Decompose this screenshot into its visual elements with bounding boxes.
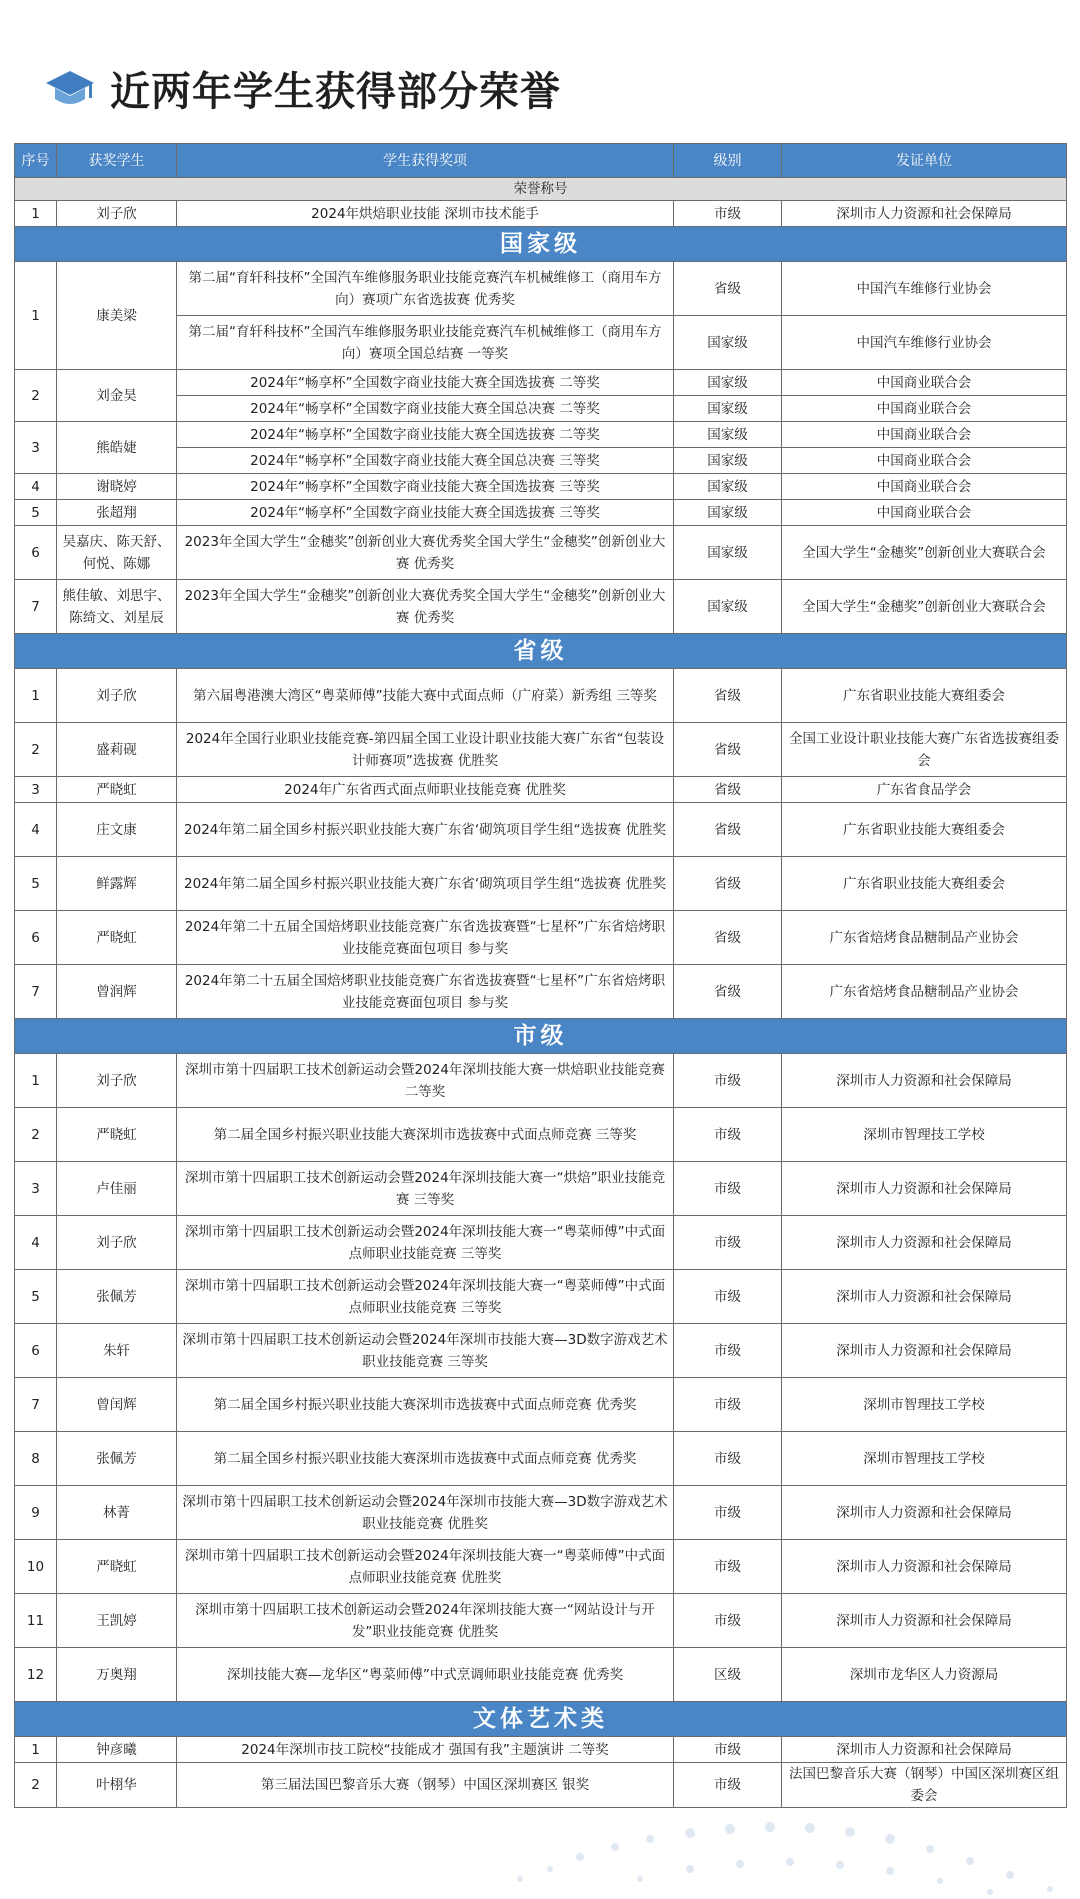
- cell-student: 谢晓婷: [57, 474, 177, 500]
- cell-issuer: 中国商业联合会: [782, 370, 1067, 396]
- cell-student: 叶栩华: [57, 1763, 177, 1808]
- cell-index: 4: [15, 474, 57, 500]
- cell-index: 6: [15, 1324, 57, 1378]
- cell-level: 市级: [674, 1540, 782, 1594]
- cell-index: 6: [15, 526, 57, 580]
- cell-student: 张佩芳: [57, 1432, 177, 1486]
- table-row: [15, 1648, 1067, 1702]
- cell-index: 1: [15, 1054, 57, 1108]
- cell-issuer: 法国巴黎音乐大赛（钢琴）中国区深圳赛区组委会: [782, 1763, 1067, 1808]
- cell-issuer: 深圳市智理技工学校: [782, 1432, 1067, 1486]
- section-national: [15, 227, 1067, 262]
- cell-index: 7: [15, 580, 57, 634]
- cell-index: 5: [15, 857, 57, 911]
- cell-student: 严晓虹: [57, 777, 177, 803]
- table-row: [15, 1594, 1067, 1648]
- cell-level: 国家级: [674, 448, 782, 474]
- cell-index: 10: [15, 1540, 57, 1594]
- cell-student: 刘子欣: [57, 669, 177, 723]
- cell-award: 2024年第二十五届全国焙烤职业技能竞赛广东省选拔赛暨“七星杯”广东省焙烤职业技能竞赛面包项目 参与奖: [177, 911, 674, 965]
- cell-issuer: 深圳市人力资源和社会保障局: [782, 1594, 1067, 1648]
- table-row: [15, 911, 1067, 965]
- cell-issuer: 深圳市人力资源和社会保障局: [782, 1270, 1067, 1324]
- cell-issuer: 深圳市龙华区人力资源局: [782, 1648, 1067, 1702]
- cell-level: 市级: [674, 1054, 782, 1108]
- cell-issuer: 中国商业联合会: [782, 422, 1067, 448]
- cell-index: 11: [15, 1594, 57, 1648]
- cell-level: 市级: [674, 1270, 782, 1324]
- cell-student: 曾闰辉: [57, 1378, 177, 1432]
- cell-award: 深圳技能大赛—龙华区“粤菜师傅”中式烹调师职业技能竞赛 优秀奖: [177, 1648, 674, 1702]
- cell-award: 2024年“畅享杯”全国数字商业技能大赛全国总决赛 三等奖: [177, 448, 674, 474]
- header-level: 级别: [674, 144, 782, 178]
- cell-level: 市级: [674, 1486, 782, 1540]
- cell-level: 区级: [674, 1648, 782, 1702]
- table-row: [15, 1540, 1067, 1594]
- cell-award: 深圳市第十四届职工技术创新运动会暨2024年深圳技能大赛一烘焙职业技能竞赛 二等奖: [177, 1054, 674, 1108]
- cell-issuer: 深圳市人力资源和社会保障局: [782, 1216, 1067, 1270]
- cell-student: 王凯婷: [57, 1594, 177, 1648]
- cell-level: 省级: [674, 723, 782, 777]
- cell-student: 朱轩: [57, 1324, 177, 1378]
- cell-level: 省级: [674, 262, 782, 316]
- graduation-cap-icon: [44, 67, 96, 111]
- cell-issuer: 深圳市人力资源和社会保障局: [782, 1162, 1067, 1216]
- header-index: 序号: [15, 144, 57, 178]
- cell-award: 2024年广东省西式面点师职业技能竞赛 优胜奖: [177, 777, 674, 803]
- table-row: [15, 1378, 1067, 1432]
- table-row: [15, 965, 1067, 1019]
- cell-issuer: 深圳市智理技工学校: [782, 1378, 1067, 1432]
- cell-level: 市级: [674, 1162, 782, 1216]
- cell-student: 盛莉砚: [57, 723, 177, 777]
- section-label: 省级: [15, 634, 1067, 669]
- cell-award: 2024年深圳市技工院校“技能成才 强国有我”主题演讲 二等奖: [177, 1737, 674, 1763]
- table-header: [15, 144, 1067, 178]
- awards-table: [14, 143, 1067, 1808]
- cell-level: 国家级: [674, 580, 782, 634]
- table-row: [15, 723, 1067, 777]
- cell-index: 1: [15, 262, 57, 370]
- cell-award: 2023年全国大学生“金穗奖”创新创业大赛优秀奖全国大学生“金穗奖”创新创业大赛 优秀奖: [177, 580, 674, 634]
- honor-title-subheader: [15, 178, 1067, 201]
- table-row: [15, 1432, 1067, 1486]
- cell-award: 深圳市第十四届职工技术创新运动会暨2024年深圳市技能大赛—3D数字游戏艺术职业技能竞赛 优胜奖: [177, 1486, 674, 1540]
- cell-level: 市级: [674, 1763, 782, 1808]
- cell-award: 深圳市第十四届职工技术创新运动会暨2024年深圳技能大赛一“粤菜师傅”中式面点师职业技能竞赛 优胜奖: [177, 1540, 674, 1594]
- cell-issuer: 深圳市人力资源和社会保障局: [782, 201, 1067, 227]
- table-row: [15, 1763, 1067, 1808]
- cell-issuer: 中国汽车维修行业协会: [782, 316, 1067, 370]
- table-row: [15, 500, 1067, 526]
- cell-issuer: 中国商业联合会: [782, 448, 1067, 474]
- cell-issuer: 广东省职业技能大赛组委会: [782, 803, 1067, 857]
- cell-award: 2024年“畅享杯”全国数字商业技能大赛全国选拔赛 二等奖: [177, 422, 674, 448]
- cell-level: 省级: [674, 911, 782, 965]
- section-label: 国家级: [15, 227, 1067, 262]
- cell-award: 2024年“畅享杯”全国数字商业技能大赛全国选拔赛 三等奖: [177, 474, 674, 500]
- title-bar: [44, 60, 561, 117]
- cell-level: 市级: [674, 1216, 782, 1270]
- cell-issuer: 中国商业联合会: [782, 396, 1067, 422]
- cell-issuer: 深圳市人力资源和社会保障局: [782, 1054, 1067, 1108]
- cell-issuer: 深圳市人力资源和社会保障局: [782, 1540, 1067, 1594]
- cell-index: 2: [15, 1108, 57, 1162]
- table-row: [15, 803, 1067, 857]
- cell-level: 国家级: [674, 396, 782, 422]
- cell-student: 鲜露辉: [57, 857, 177, 911]
- cell-level: 国家级: [674, 474, 782, 500]
- cell-level: 市级: [674, 1324, 782, 1378]
- table-row: [15, 262, 1067, 316]
- table-row: [15, 777, 1067, 803]
- cell-award: 2024年“畅享杯”全国数字商业技能大赛全国总决赛 二等奖: [177, 396, 674, 422]
- cell-student: 刘子欣: [57, 1216, 177, 1270]
- cell-student: 刘金昊: [57, 370, 177, 422]
- cell-issuer: 深圳市人力资源和社会保障局: [782, 1486, 1067, 1540]
- cell-student: 庄文康: [57, 803, 177, 857]
- cell-student: 刘子欣: [57, 201, 177, 227]
- cell-issuer: 全国大学生“金穗奖”创新创业大赛联合会: [782, 580, 1067, 634]
- cell-student: 林菁: [57, 1486, 177, 1540]
- honor-title-label: 荣誉称号: [15, 178, 1067, 201]
- cell-award: 2024年“畅享杯”全国数字商业技能大赛全国选拔赛 三等奖: [177, 500, 674, 526]
- cell-index: 3: [15, 777, 57, 803]
- table-row: [15, 857, 1067, 911]
- cell-level: 国家级: [674, 422, 782, 448]
- section-provincial: [15, 634, 1067, 669]
- cell-issuer: 广东省职业技能大赛组委会: [782, 669, 1067, 723]
- cell-level: 国家级: [674, 370, 782, 396]
- table-row: [15, 1054, 1067, 1108]
- table-row: [15, 201, 1067, 227]
- cell-student: 钟彦曦: [57, 1737, 177, 1763]
- cell-issuer: 全国工业设计职业技能大赛广东省选拔赛组委会: [782, 723, 1067, 777]
- cell-index: 1: [15, 669, 57, 723]
- cell-issuer: 中国商业联合会: [782, 474, 1067, 500]
- cell-award: 深圳市第十四届职工技术创新运动会暨2024年深圳技能大赛一“粤菜师傅”中式面点师职业技能竞赛 三等奖: [177, 1216, 674, 1270]
- section-label: 文体艺术类: [15, 1702, 1067, 1737]
- table-row: [15, 526, 1067, 580]
- cell-student: 熊佳敏、刘思宇、陈绮文、刘星辰: [57, 580, 177, 634]
- cell-level: 市级: [674, 1432, 782, 1486]
- cell-issuer: 中国汽车维修行业协会: [782, 262, 1067, 316]
- cell-level: 省级: [674, 669, 782, 723]
- cell-index: 9: [15, 1486, 57, 1540]
- cell-level: 国家级: [674, 526, 782, 580]
- cell-index: 2: [15, 1763, 57, 1808]
- cell-award: 2024年全国行业职业技能竞赛-第四届全国工业设计职业技能大赛广东省“包装设计师赛项”选拔赛 优胜奖: [177, 723, 674, 777]
- cell-index: 5: [15, 1270, 57, 1324]
- cell-award: 第六届粤港澳大湾区“粤菜师傅”技能大赛中式面点师（广府菜）新秀组 三等奖: [177, 669, 674, 723]
- cell-index: 8: [15, 1432, 57, 1486]
- cell-award: 第二届全国乡村振兴职业技能大赛深圳市选拔赛中式面点师竞赛 优秀奖: [177, 1432, 674, 1486]
- cell-award: 第二届全国乡村振兴职业技能大赛深圳市选拔赛中式面点师竞赛 三等奖: [177, 1108, 674, 1162]
- cell-index: 4: [15, 1216, 57, 1270]
- table-row: [15, 1216, 1067, 1270]
- cell-index: 2: [15, 370, 57, 422]
- section-label: 市级: [15, 1019, 1067, 1054]
- cell-index: 3: [15, 1162, 57, 1216]
- cell-student: 刘子欣: [57, 1054, 177, 1108]
- cell-award: 深圳市第十四届职工技术创新运动会暨2024年深圳技能大赛一“粤菜师傅”中式面点师职业技能竞赛 三等奖: [177, 1270, 674, 1324]
- cell-index: 7: [15, 965, 57, 1019]
- cell-issuer: 深圳市人力资源和社会保障局: [782, 1324, 1067, 1378]
- cell-index: 4: [15, 803, 57, 857]
- table-row: [15, 1486, 1067, 1540]
- cell-level: 市级: [674, 1378, 782, 1432]
- cell-index: 1: [15, 1737, 57, 1763]
- cell-student: 严晓虹: [57, 1108, 177, 1162]
- table-row: [15, 422, 1067, 448]
- cell-index: 6: [15, 911, 57, 965]
- cell-level: 省级: [674, 857, 782, 911]
- cell-issuer: 广东省职业技能大赛组委会: [782, 857, 1067, 911]
- cell-issuer: 广东省焙烤食品糖制品产业协会: [782, 965, 1067, 1019]
- cell-student: 张超翔: [57, 500, 177, 526]
- cell-level: 市级: [674, 1108, 782, 1162]
- cell-issuer: 深圳市人力资源和社会保障局: [782, 1737, 1067, 1763]
- table-row: [15, 1324, 1067, 1378]
- header-award: 学生获得奖项: [177, 144, 674, 178]
- cell-award: 2024年烘焙职业技能 深圳市技术能手: [177, 201, 674, 227]
- section-arts: [15, 1702, 1067, 1737]
- cell-student: 严晓虹: [57, 1540, 177, 1594]
- cell-award: 2024年第二届全国乡村振兴职业技能大赛广东省‘砌筑项目学生组“选拔赛 优胜奖: [177, 857, 674, 911]
- table-row: [15, 370, 1067, 396]
- cell-student: 张佩芳: [57, 1270, 177, 1324]
- cell-issuer: 全国大学生“金穗奖”创新创业大赛联合会: [782, 526, 1067, 580]
- cell-award: 第三届法国巴黎音乐大赛（钢琴）中国区深圳赛区 银奖: [177, 1763, 674, 1808]
- cell-student: 卢佳丽: [57, 1162, 177, 1216]
- cell-index: 3: [15, 422, 57, 474]
- cell-award: 第二届“育轩科技杯”全国汽车维修服务职业技能竞赛汽车机械维修工（商用车方向）赛项广东省选拔赛 优秀奖: [177, 262, 674, 316]
- table-row: [15, 580, 1067, 634]
- page-title: 近两年学生获得部分荣誉: [110, 69, 561, 115]
- table-row: [15, 474, 1067, 500]
- cell-award: 第二届“育轩科技杯”全国汽车维修服务职业技能竞赛汽车机械维修工（商用车方向）赛项全国总结赛 一等奖: [177, 316, 674, 370]
- cell-award: 2024年“畅享杯”全国数字商业技能大赛全国选拔赛 二等奖: [177, 370, 674, 396]
- cell-index: 5: [15, 500, 57, 526]
- section-municipal: [15, 1019, 1067, 1054]
- cell-index: 1: [15, 201, 57, 227]
- cell-award: 2024年第二十五届全国焙烤职业技能竞赛广东省选拔赛暨“七星杯”广东省焙烤职业技能竞赛面包项目 参与奖: [177, 965, 674, 1019]
- table-row: [15, 1737, 1067, 1763]
- header-student: 获奖学生: [57, 144, 177, 178]
- cell-student: 曾润辉: [57, 965, 177, 1019]
- cell-issuer: 广东省焙烤食品糖制品产业协会: [782, 911, 1067, 965]
- cell-index: 2: [15, 723, 57, 777]
- cell-award: 深圳市第十四届职工技术创新运动会暨2024年深圳技能大赛一“烘焙”职业技能竞赛 三等奖: [177, 1162, 674, 1216]
- table-row: [15, 1162, 1067, 1216]
- cell-student: 康美梁: [57, 262, 177, 370]
- cell-level: 市级: [674, 1737, 782, 1763]
- cell-student: 吴嘉庆、陈天舒、何悦、陈娜: [57, 526, 177, 580]
- table-row: [15, 1270, 1067, 1324]
- cell-issuer: 中国商业联合会: [782, 500, 1067, 526]
- cell-award: 第二届全国乡村振兴职业技能大赛深圳市选拔赛中式面点师竞赛 优秀奖: [177, 1378, 674, 1432]
- cell-index: 12: [15, 1648, 57, 1702]
- cell-level: 省级: [674, 803, 782, 857]
- cell-issuer: 深圳市智理技工学校: [782, 1108, 1067, 1162]
- cell-student: 严晓虹: [57, 911, 177, 965]
- cell-student: 熊皓婕: [57, 422, 177, 474]
- cell-index: 7: [15, 1378, 57, 1432]
- table-row: [15, 1108, 1067, 1162]
- cell-level: 市级: [674, 201, 782, 227]
- cell-issuer: 广东省食品学会: [782, 777, 1067, 803]
- cell-student: 万奥翔: [57, 1648, 177, 1702]
- cell-award: 深圳市第十四届职工技术创新运动会暨2024年深圳市技能大赛—3D数字游戏艺术职业技能竞赛 三等奖: [177, 1324, 674, 1378]
- cell-award: 深圳市第十四届职工技术创新运动会暨2024年深圳技能大赛一“网站设计与开发”职业技能竞赛 优胜奖: [177, 1594, 674, 1648]
- cell-award: 2023年全国大学生“金穗奖”创新创业大赛优秀奖全国大学生“金穗奖”创新创业大赛 优秀奖: [177, 526, 674, 580]
- cell-level: 国家级: [674, 316, 782, 370]
- table-row: [15, 669, 1067, 723]
- cell-level: 市级: [674, 1594, 782, 1648]
- cell-award: 2024年第二届全国乡村振兴职业技能大赛广东省‘砌筑项目学生组“选拔赛 优胜奖: [177, 803, 674, 857]
- cell-level: 省级: [674, 965, 782, 1019]
- header-issuer: 发证单位: [782, 144, 1067, 178]
- cell-level: 国家级: [674, 500, 782, 526]
- cell-level: 省级: [674, 777, 782, 803]
